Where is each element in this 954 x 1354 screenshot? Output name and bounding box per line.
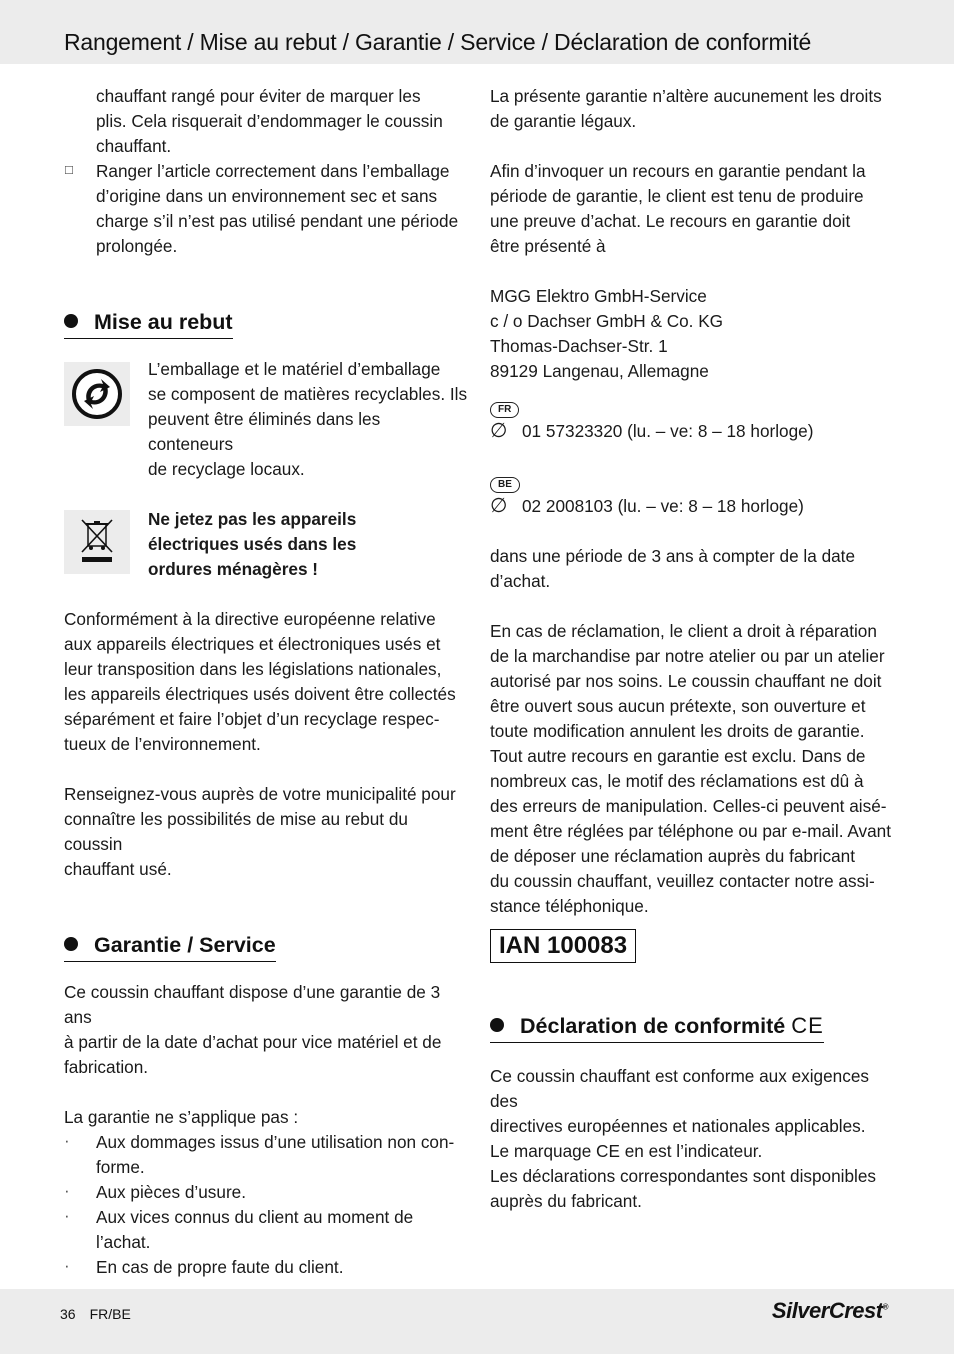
warranty-text: Ce coussin chauffant dispose d’une garantie de 3 ans à partir de la date d’achat pour vice matériel et de fabrication. <box>64 982 442 1077</box>
country-badge-be: BE <box>490 477 520 493</box>
ce-mark-icon: CE <box>791 1013 824 1038</box>
phone-icon: ∅ <box>490 420 508 442</box>
complaint-text: En cas de réclamation, le client a droit à réparation de la marchandise par notre atelier ou par un atelier autorisé par nos soins. Le coussin chauffant ne doit être ouvert sous aucun prétexte, son ouverture et toute modification annulent les droits de garantie. Tout autre recours en garantie est exclu. Dans de nombreux cas, le motif des réclamations est dû à des erreurs de manipulation. Celles-ci peuvent aisé- ment être réglées par téléphone ou par e-mail. Avant de déposer une réclamation auprès du fabricant du coussin chauffant, veuillez contacter notre assi- stance téléphonique. <box>490 621 891 916</box>
phone-fr: ∅ 01 57323320 (lu. – ve: 8 – 18 horloge) <box>490 420 814 442</box>
square-bullet-icon: ☐ <box>64 165 74 177</box>
phone-be: ∅ 02 2008103 (lu. – ve: 8 – 18 horloge) <box>490 495 804 517</box>
legal-text: La présente garantie n’altère aucunement les droits de garantie légaux. <box>490 86 882 131</box>
municipality-text: Renseignez-vous auprès de votre municipalité pour connaître les possibilités de mise au rebut du coussin chauffant usé. <box>64 784 456 879</box>
page-number: 36 <box>60 1306 76 1322</box>
recycling-icon <box>64 362 130 426</box>
weee-block <box>64 507 468 582</box>
phone-icon: ∅ <box>490 495 508 517</box>
list-item: · Aux vices connus du client au moment de l’achat. <box>64 1206 414 1252</box>
packaging-block <box>64 357 468 482</box>
directive-text: Conformément à la directive européenne relative aux appareils électriques et électroniques usés et leur transposition dans les législations nationales, les appareils électriques usés doivent être collectés séparément et faire l’objet d’un recyclage respec- tueux de l’environnement. <box>64 609 456 754</box>
packaging-text: L’emballage et le matériel d’emballage se composent de matières recyclables. Ils peuvent être éliminés dans les conteneurs de recyclage locaux. <box>148 359 468 479</box>
heading-bullet-icon <box>64 314 78 328</box>
list-item: · Aux dommages issus d’une utilisation non con- forme. <box>64 1131 455 1177</box>
locale-label: FR/BE <box>89 1306 131 1322</box>
weee-warning: Ne jetez pas les appareils électriques usés dans les ordures ménagères ! <box>148 509 357 579</box>
weee-bin-icon <box>64 510 130 574</box>
heading-bullet-icon <box>64 937 78 951</box>
brand-logo: SilverCrest® <box>771 1298 888 1323</box>
service-address: MGG Elektro GmbH-Service c / o Dachser GmbH & Co. KG Thomas-Dachser-Str. 1 89129 Langenau, Allemagne <box>490 286 724 381</box>
list-item: · En cas de propre faute du client. <box>64 1256 344 1277</box>
page-title: Rangement / Mise au rebut / Garantie / Service / Déclaration de conformité <box>64 29 812 55</box>
exclusion-intro: La garantie ne s’applique pas : <box>64 1107 299 1127</box>
conformity-text: Ce coussin chauffant est conforme aux exigences des directives européennes et nationales applicables. Le marquage CE en est l’indicateur. Les déclarations correspondantes sont disponibles auprès du fabricant. <box>490 1066 877 1211</box>
list-item: · Aux pièces d’usure. <box>64 1181 246 1202</box>
claim-text: Afin d’invoquer un recours en garantie pendant la période de garantie, le client est tenu de produire une preuve d’achat. Le recours en garantie doit être présenté à <box>490 161 866 256</box>
conformity-heading: Déclaration de conformité CE <box>490 1013 824 1043</box>
heading-bullet-icon <box>490 1018 504 1032</box>
warranty-heading: Garantie / Service <box>64 932 276 962</box>
page-footer <box>60 1306 145 1322</box>
left-column <box>64 84 468 1280</box>
period-text: dans une période de 3 ans à compter de la date d’achat. <box>490 546 856 591</box>
storage-item-continued: chauffant rangé pour éviter de marquer les plis. Cela risquerait d’endommager le coussin chauffant. <box>96 86 443 156</box>
country-badge-fr: FR <box>490 402 519 418</box>
storage-item: ☐ Ranger l’article correctement dans l’emballage d’origine dans un environnement sec et sans charge s’il n’est pas utilisé pendant une période prolongée. <box>64 161 459 256</box>
ian-code: IAN 100083 <box>490 929 636 963</box>
disposal-heading: Mise au rebut <box>64 309 233 339</box>
right-column <box>490 84 894 1214</box>
